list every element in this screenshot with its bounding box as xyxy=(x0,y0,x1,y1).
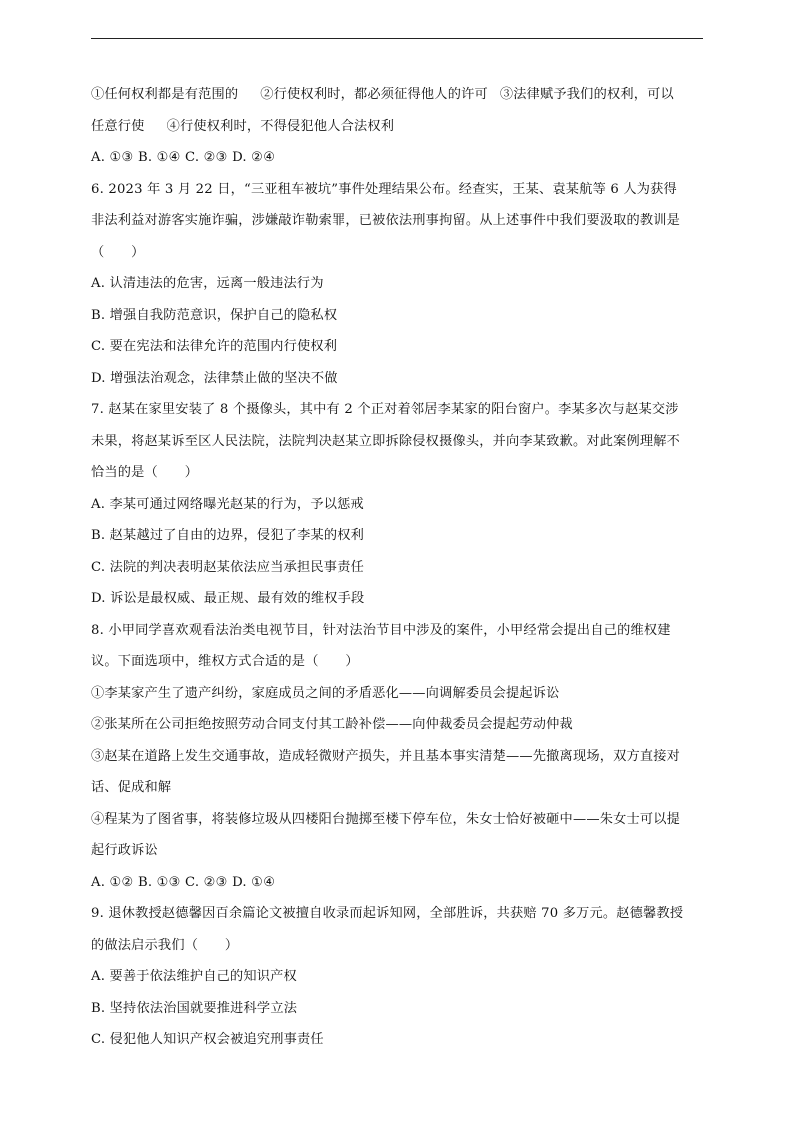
q6-stem-blank: （ ） xyxy=(91,244,145,260)
q9-option-c: C. 侵犯他人知识产权会被追究刑事责任 xyxy=(91,1032,324,1047)
q8-statement-4: ④程某为了图省事，将装修垃圾从四楼阳台抛掷至楼下停车位，朱女士恰好被砸中——朱女士可以提 xyxy=(91,811,681,827)
q8-statement-3-cont: 话、促成和解 xyxy=(91,780,172,795)
q5-choices: A. ①③ B. ①④ C. ②③ D. ②④ xyxy=(91,150,276,165)
exam-content xyxy=(91,79,705,1056)
q7-stem-line-1: 7. 赵某在家里安装了 8 个摄像头，其中有 2 个正对着邻居李某家的阳台窗户。李某多次与赵某交涉 xyxy=(91,402,679,417)
q8-statement-1: ①李某家产生了遗产纠纷，家庭成员之间的矛盾恶化——向调解委员会提起诉讼 xyxy=(91,685,560,701)
q5-statement-3-cont: 任意行使 xyxy=(91,118,145,134)
q8-stem-line-1: 8. 小甲同学喜欢观看法治类电视节目，针对法治节目中涉及的案件，小甲经常会提出自己的维权建 xyxy=(91,622,671,638)
q6-stem-line-2: 非法利益对游客实施诈骗，涉嫌敲诈勒索罪，已被依法刑事拘留。从上述事件中我们要汲取的教训是 xyxy=(91,213,681,228)
q5-statement-1: ①任何权利都是有范围的 xyxy=(91,87,239,102)
q8-statement-4-cont: 起行政诉讼 xyxy=(91,843,158,858)
q7-option-c: C. 法院的判决表明赵某依法应当承担民事责任 xyxy=(91,559,364,575)
q8-stem-line-2: 议。下面选项中，维权方式合适的是（ ） xyxy=(91,654,359,669)
header-rule xyxy=(91,38,703,39)
q9-option-b: B. 坚持依法治国就要推进科学立法 xyxy=(91,1000,298,1016)
q6-option-c: C. 要在宪法和法律允许的范围内行使权利 xyxy=(91,339,338,354)
q7-option-b: B. 赵某越过了自由的边界，侵犯了李某的权利 xyxy=(91,528,365,543)
q7-option-d: D. 诉讼是最权威、最正规、最有效的维权手段 xyxy=(91,591,365,606)
q6-option-a: A. 认清违法的危害，远离一般违法行为 xyxy=(91,276,324,291)
q6-option-b: B. 增强自我防范意识，保护自己的隐私权 xyxy=(91,307,338,323)
q5-options-line-2 xyxy=(91,111,705,143)
q9-stem-line-1: 9. 退休教授赵德馨因百余篇论文被擅自收录而起诉知网，全部胜诉，共获赔 70 多万元。赵德馨教授 xyxy=(91,906,684,921)
q8-choices: A. ①② B. ①③ C. ②③ D. ①④ xyxy=(91,874,276,890)
q7-stem-line-3: 恰当的是（ ） xyxy=(91,465,199,480)
q5-options-line-1 xyxy=(91,79,705,111)
q6-stem-line-1: 6. 2023 年 3 月 22 日，“三亚租车被坑”事件处理结果公布。经查实，王某、袁某航等 6 人为获得 xyxy=(91,181,677,197)
q5-statement-2: ②行使权利时，都必须征得他人的许可 xyxy=(260,87,488,102)
q8-statement-3: ③赵某在道路上发生交通事故，造成轻微财产损失，并且基本事实清楚——先撤离现场，双方直接对 xyxy=(91,748,681,764)
q7-option-a: A. 李某可通过网络曝光赵某的行为，予以惩戒 xyxy=(91,496,364,512)
q7-stem-line-2: 未果，将赵某诉至区人民法院，法院判决赵某立即拆除侵权摄像头，并向李某致歉。对此案例理解不 xyxy=(91,433,681,449)
q9-stem-line-2: 的做法启示我们（ ） xyxy=(91,937,239,953)
q8-statement-2: ②张某所在公司拒绝按照劳动合同支付其工龄补偿——向仲裁委员会提起劳动仲裁 xyxy=(91,717,573,732)
q5-statement-4: ④行使权利时，不得侵犯他人合法权利 xyxy=(166,118,395,134)
q6-option-d: D. 增强法治观念，法律禁止做的坚决不做 xyxy=(91,370,338,386)
q9-option-a: A. 要善于依法维护自己的知识产权 xyxy=(91,969,297,984)
q5-statement-3: ③法律赋予我们的权利，可以 xyxy=(499,87,674,102)
